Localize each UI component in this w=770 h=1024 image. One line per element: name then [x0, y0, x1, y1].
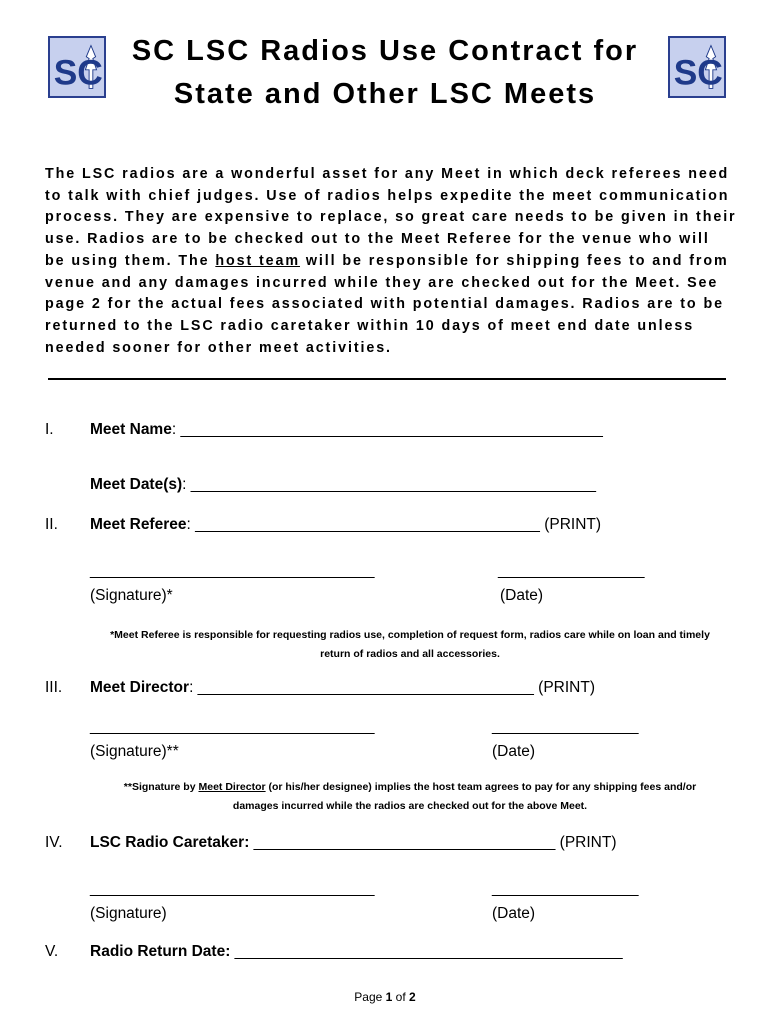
director-footnote-line-2: damages incurred while the radios are checked out for the above Meet. — [232, 800, 588, 812]
radio-caretaker-blank[interactable]: ___________________________________ (PRINT) — [249, 834, 617, 851]
intro-line: page 2 for the actual fees associated with potential damages. Radios are to be — [45, 296, 724, 313]
intro-line: The LSC radios are a wonderful asset for any Meet in which deck referees need — [45, 166, 730, 182]
section-number-2: II. — [45, 516, 58, 533]
director-signature-label: (Signature)** — [90, 743, 179, 760]
referee-footnote — [80, 626, 740, 664]
referee-footnote-line-2: return of radios and all accessories. — [320, 648, 500, 660]
referee-date-line[interactable]: _________________ — [498, 562, 645, 579]
meet-dates-field[interactable] — [90, 476, 596, 494]
page-title — [100, 30, 670, 116]
page-of-word: of — [392, 990, 410, 1004]
radio-caretaker-field[interactable] — [90, 834, 617, 852]
page-current: 1 — [385, 990, 393, 1004]
referee-footnote-line-1: *Meet Referee is responsible for requesting radios use, completion of request form, radios care while on loan and timely — [110, 629, 710, 641]
radio-return-date-blank[interactable]: _____________________________________________ — [230, 943, 623, 960]
referee-date-label: (Date) — [500, 587, 544, 604]
meet-name-blank[interactable]: : _________________________________________________ — [171, 421, 603, 438]
meet-dates-label: Meet Date(s) — [90, 476, 183, 493]
intro-text: be using them. The — [45, 252, 216, 269]
intro-paragraph — [45, 164, 735, 359]
page-number — [0, 990, 770, 1004]
director-date-line[interactable]: _________________ — [492, 718, 639, 735]
title-line-2: State and Other LSC Meets — [173, 78, 597, 110]
meet-director-blank[interactable]: : _______________________________________ (PRINT) — [189, 679, 595, 696]
meet-dates-blank[interactable]: : _______________________________________________ — [182, 476, 596, 493]
intro-line: to talk with chief judges. Use of radios helps expedite the meet communication — [45, 187, 730, 204]
svg-text:SC: SC — [53, 53, 103, 93]
caretaker-signature-label: (Signature) — [90, 905, 167, 922]
intro-line — [45, 251, 735, 273]
section-number-5: V. — [45, 943, 59, 960]
meet-name-field[interactable] — [90, 421, 603, 439]
director-signature-line[interactable]: _________________________________ — [90, 718, 375, 735]
host-team-underlined: host team — [215, 252, 300, 269]
meet-name-label: Meet Name — [90, 421, 172, 438]
svg-text:SC: SC — [673, 53, 723, 93]
intro-line: returned to the LSC radio caretaker within 10 days of meet end date unless — [45, 317, 695, 334]
director-footnote-text: (or his/her designee) implies the host team agrees to pay for any shipping fees and/or — [265, 781, 697, 793]
meet-referee-label: Meet Referee — [90, 516, 187, 533]
sc-logo-icon — [50, 38, 104, 96]
director-footnote-text: **Signature by — [123, 781, 199, 793]
sc-logo-icon — [670, 38, 724, 96]
divider-line — [48, 378, 726, 380]
page-total: 2 — [409, 990, 416, 1004]
meet-referee-blank[interactable]: : ________________________________________ (PRINT) — [186, 516, 602, 533]
director-date-label: (Date) — [492, 743, 536, 760]
intro-line: venue and any damages incurred while they are checked out for the Meet. See — [45, 274, 719, 291]
radio-caretaker-label: LSC Radio Caretaker: — [90, 834, 250, 851]
sc-logo-right — [668, 36, 726, 98]
intro-line: use. Radios are to be checked out to the Meet Referee for the venue who will — [45, 231, 710, 248]
meet-director-label: Meet Director — [90, 679, 190, 696]
radio-return-date-label: Radio Return Date: — [90, 943, 231, 960]
title-line-1: SC LSC Radios Use Contract for — [131, 35, 639, 67]
page-word: Page — [354, 990, 386, 1004]
section-number-3: III. — [45, 679, 63, 696]
caretaker-signature-line[interactable]: _________________________________ — [90, 880, 375, 897]
intro-line: needed sooner for other meet activities. — [45, 339, 392, 356]
meet-director-underlined: Meet Director — [198, 781, 266, 793]
director-footnote — [80, 778, 740, 816]
sc-logo-left — [48, 36, 106, 98]
radio-return-date-field[interactable] — [90, 943, 623, 961]
intro-line: process. They are expensive to replace, so great care needs to be given in their — [45, 209, 737, 226]
intro-text: will be responsible for shipping fees to and from — [299, 252, 729, 269]
meet-referee-field[interactable] — [90, 516, 601, 534]
caretaker-date-label: (Date) — [492, 905, 536, 922]
section-number-4: IV. — [45, 834, 63, 851]
referee-signature-label: (Signature)* — [90, 587, 173, 604]
referee-signature-line[interactable]: _________________________________ — [90, 562, 375, 579]
section-number-1: I. — [45, 421, 54, 438]
caretaker-date-line[interactable]: _________________ — [492, 880, 639, 897]
meet-director-field[interactable] — [90, 679, 595, 697]
